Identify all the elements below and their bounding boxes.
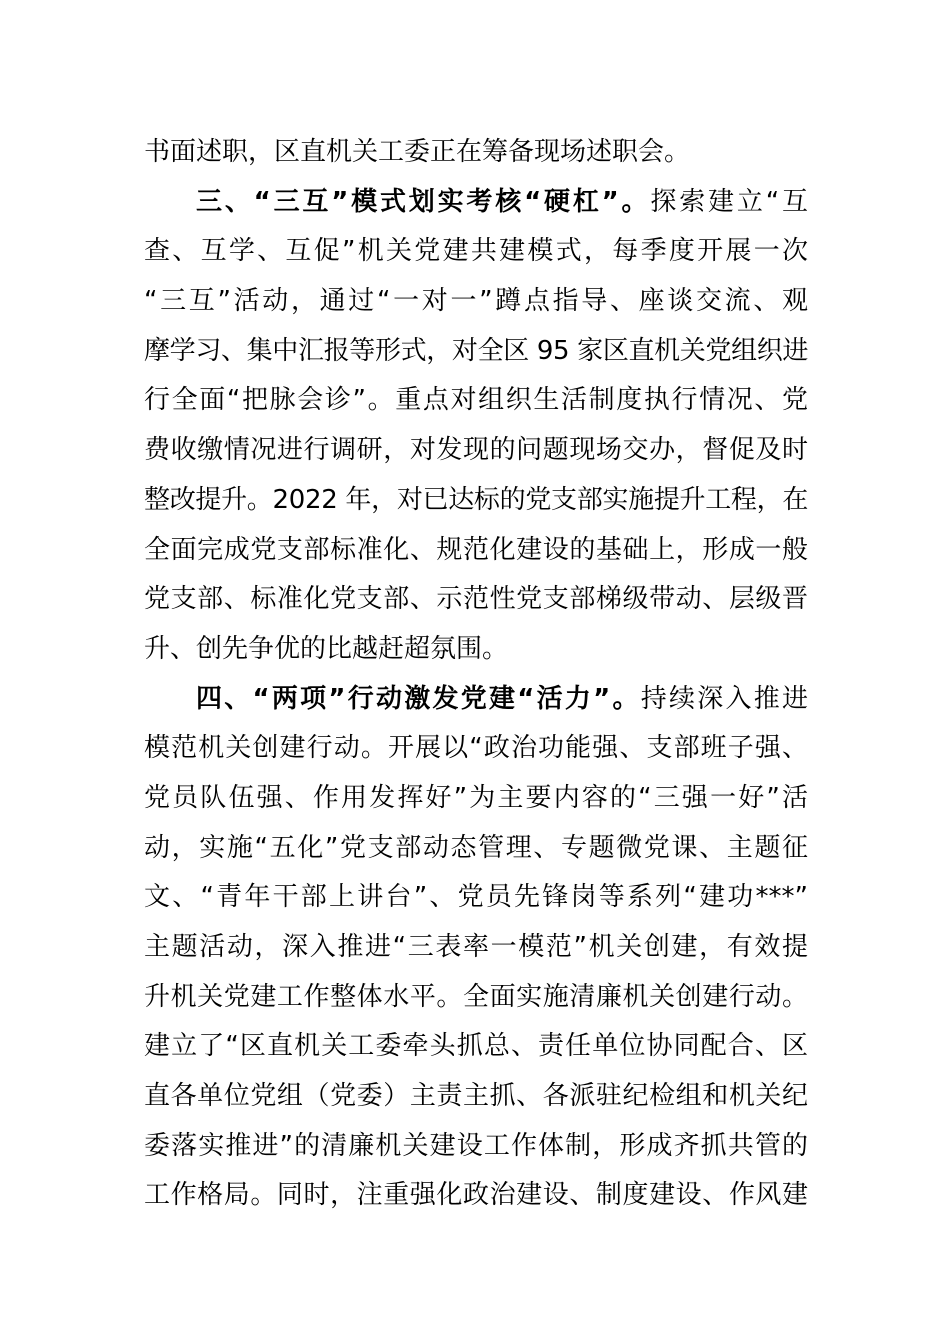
text-line: 委落实推进”的清廉机关建设工作体制，形成齐抓共管的 [144,1130,808,1161]
text-line: 行全面“把脉会诊”。重点对组织生活制度执行情况、党 [144,385,808,416]
text-line: 动，实施“五化”党支部动态管理、专题微党课、主题征 [144,832,808,863]
text-line: 主题活动，深入推进“三表率一模范”机关创建，有效提 [144,932,808,962]
section-heading: 四、“两项”行动激发党建“活力”。 [196,683,641,714]
section-heading: 三、“三互”模式划实考核“硬杠”。 [196,186,651,217]
text-line: 党支部、标准化党支部、示范性党支部梯级带动、层级晋 [144,584,808,615]
text-line: 书面述职，区直机关工委正在筹备现场述职会。 [144,137,691,167]
text-line: 文、“青年干部上讲台”、党员先锋岗等系列“建功***” [144,882,808,913]
text-line: 升、创先争优的比越赶超氛围。 [144,633,509,664]
section-heading-line [144,178,808,228]
text-line: 全面完成党支部标准化、规范化建设的基础上，形成一般 [144,534,808,565]
text-line: “三互”活动，通过“一对一”蹲点指导、座谈交流、观 [144,286,808,317]
text-line: 建立了“区直机关工委牵头抓总、责任单位协同配合、区 [144,1031,808,1062]
text-run: 持续深入推进 [640,683,808,714]
text-line: 直各单位党组（党委）主责主抓、各派驻纪检组和机关纪 [144,1081,808,1112]
text-line: 费收缴情况进行调研，对发现的问题现场交办，督促及时 [144,435,808,466]
text-line: 工作格局。同时，注重强化政治建设、制度建设、作风建 [144,1180,808,1211]
text-line: 整改提升。2022 年，对已达标的党支部实施提升工程，在 [144,484,809,515]
text-line: 升机关党建工作整体水平。全面实施清廉机关创建行动。 [144,981,808,1012]
text-run: 探索建立“互 [650,186,808,217]
text-line: 模范机关创建行动。开展以“政治功能强、支部班子强、 [144,733,808,764]
body-text [144,128,808,1221]
section-heading-line [144,675,808,725]
text-line: 摩学习、集中汇报等形式，对全区 95 家区直机关党组织进 [144,335,809,366]
text-line: 查、互学、互促”机关党建共建模式，每季度开展一次 [144,236,808,267]
text-line: 党员队伍强、作用发挥好”为主要内容的“三强一好”活 [144,782,808,813]
